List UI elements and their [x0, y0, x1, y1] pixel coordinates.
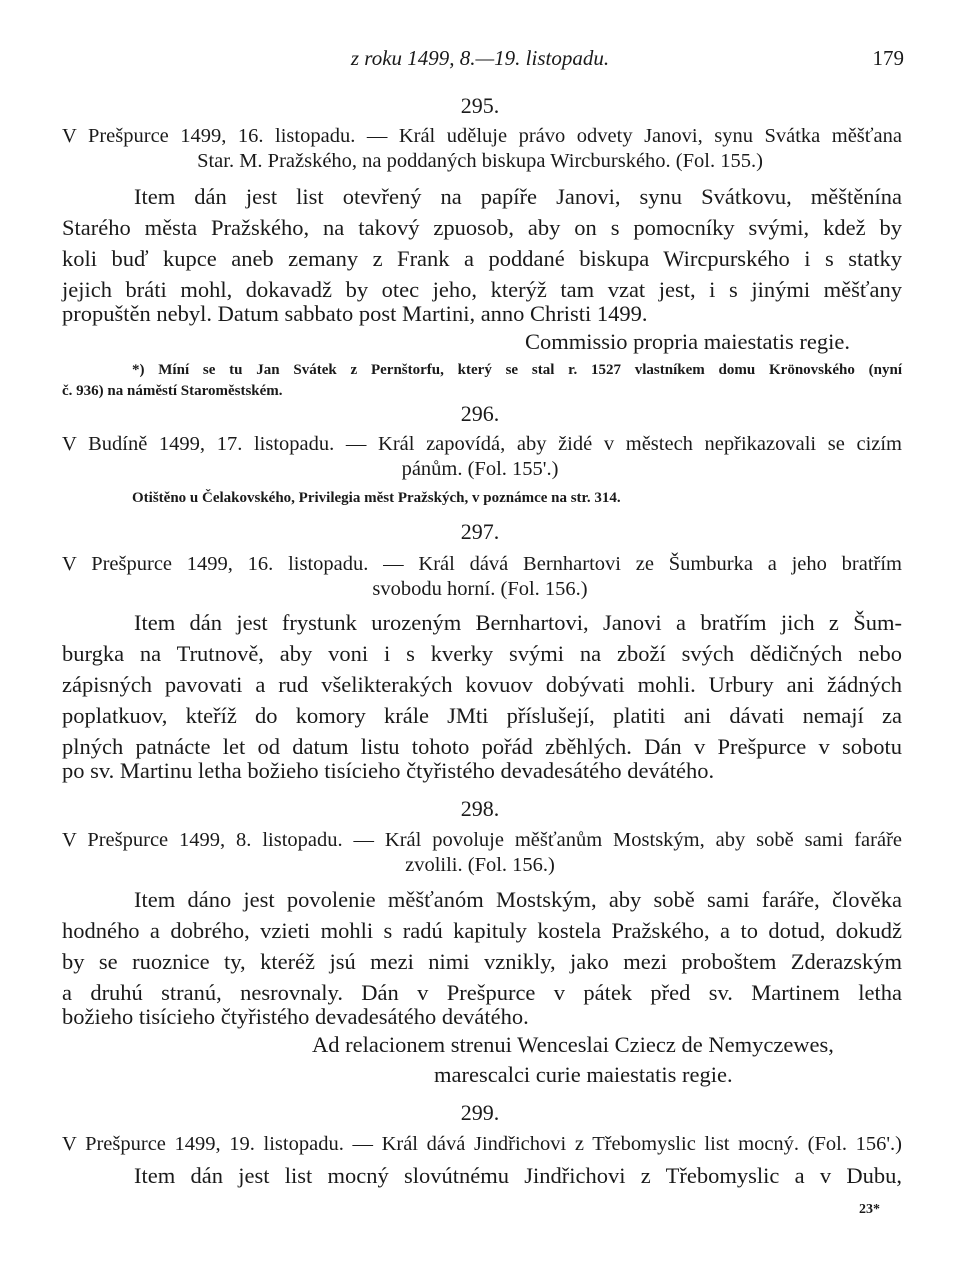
footnote-line: č. 936) na náměstí Staroměstském.: [62, 383, 283, 399]
text-line: jejich bráti mohl, dokavadž by otec jeho, kterýž tam vzat jest, i s jinými měšťany: [62, 277, 902, 302]
text-line: hodného a dobrého, vzieti mohli s radú kapituly kostela Pražského, a to dotud, dokudž: [62, 918, 902, 943]
text-line: Item dán jest list otevřený na papíře Janovi, synu Svátkovu, měštěnína: [134, 184, 902, 209]
regest-line: svobodu horní. (Fol. 156.): [372, 578, 588, 600]
document-number: 297.: [460, 519, 500, 544]
text-line: poplatkuov, kteříž do komory krále JMti příslušejí, platiti ani dávati nemají za: [62, 703, 902, 728]
page-number: 179: [872, 46, 904, 70]
signature-mark: 23*: [859, 1202, 880, 1217]
regest-line: V Prešpurce 1499, 16. listopadu. — Král uděluje právo odvety Janovi, synu Svátka měšťana: [62, 125, 902, 147]
regest-line: V Prešpurce 1499, 8. listopadu. — Král povoluje měšťanům Mostským, aby sobě sami faráře: [62, 829, 902, 851]
closing-formula: Commissio propria maiestatis regie.: [525, 329, 850, 354]
document-number: 296.: [460, 401, 500, 426]
footnote-line: Otištěno u Čelakovského, Privilegia měst Pražských, v poznámce na str. 314.: [132, 490, 621, 506]
regest-line: pánům. (Fol. 155'.): [401, 458, 559, 480]
text-line: plných patnácte let od datum listu tohoto pořád zběhlých. Dán v Prešpurce v sobotu: [62, 734, 902, 759]
text-line: Starého města Pražského, na takový zpuosob, aby on s pomocníky svými, kdež by: [62, 215, 902, 240]
text-line: zápisných pavovati a rud všelikterakých kovuov dobývati mohli. Urbury ani žádných: [62, 672, 902, 697]
text-line: koli buď kupce aneb zemany z Frank a poddané biskupa Wircpurského i s statky: [62, 246, 902, 271]
text-line: božieho tisícieho čtyřistého devadesátého devátého.: [62, 1004, 529, 1029]
regest-line: Star. M. Pražského, na poddaných biskupa Wircburského. (Fol. 155.): [197, 150, 763, 172]
document-number: 299.: [460, 1100, 500, 1125]
document-number: 295.: [460, 93, 500, 118]
closing-formula: marescalci curie maiestatis regie.: [434, 1062, 733, 1087]
footnote-line: *) Míní se tu Jan Svátek z Pernštorfu, který se stal r. 1527 vlastníkem domu Krönovského (nyní: [132, 362, 902, 378]
text-line: Item dán jest list mocný slovútnému Jindřichovi z Třebomyslic a v Dubu,: [134, 1163, 902, 1188]
regest-line: V Prešpurce 1499, 16. listopadu. — Král dává Bernhartovi ze Šumburka a jeho bratřím: [62, 553, 902, 575]
text-line: a druhú stranú, nesrovnaly. Dán v Prešpurce v pátek před sv. Martinem letha: [62, 980, 902, 1005]
regest-line: V Prešpurce 1499, 19. listopadu. — Král dává Jindřichovi z Třebomyslic list mocný. (Fol. 156'.): [62, 1133, 902, 1155]
text-line: po sv. Martinu letha božieho tisícieho čtyřistého devadesátého devátého.: [62, 758, 715, 783]
text-line: burgka na Trutnově, aby voni i s kverky svými na zboží svých dědičných nebo: [62, 641, 902, 666]
text-line: Item dán jest frystunk urozeným Bernhartovi, Janovi a bratřím jich z Šum-: [134, 610, 902, 635]
document-number: 298.: [460, 796, 500, 821]
closing-formula: Ad relacionem strenui Wenceslai Cziecz de Nemyczewes,: [312, 1032, 834, 1057]
regest-line: zvolili. (Fol. 156.): [405, 854, 555, 876]
text-line: by se ruoznice ty, kteréž jsú mezi nimi vznikly, jako mezi proboštem Zderazským: [62, 949, 902, 974]
regest-line: V Budíně 1499, 17. listopadu. — Král zapovídá, aby židé v městech nepřikazovali se cizím: [62, 433, 902, 455]
text-line: Item dáno jest povolenie měšťanóm Mostským, aby sobě sami faráře, člověka: [134, 887, 902, 912]
running-header-title: z roku 1499, 8.—19. listopadu.: [350, 46, 610, 70]
text-line: propuštěn nebyl. Datum sabbato post Martini, anno Christi 1499.: [62, 301, 648, 326]
